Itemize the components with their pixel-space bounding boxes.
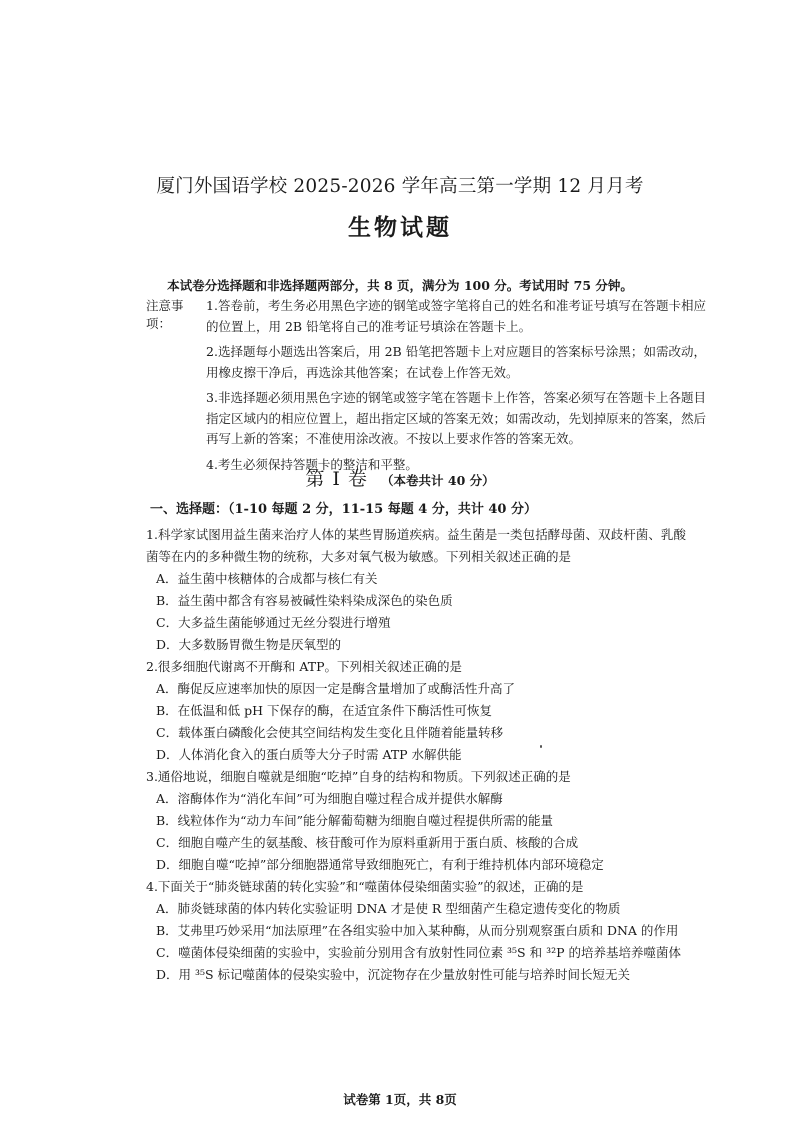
option-b: B．线粒体作为“动力车间”能分解葡萄糖为细胞自噬过程提供所需的能量 [156, 813, 553, 828]
scan-speck [540, 745, 542, 748]
exam-intro: 本试卷分选择题和非选择题两部分，共 8 页，满分为 100 分。考试用时 75 分钟。 [167, 278, 633, 293]
question-4 [146, 876, 686, 986]
exam-title: 厦门外国语学校 2025-2026 学年高三第一学期 12 月月考 [156, 176, 644, 197]
option-b: B．益生菌中都含有容易被碱性染料染成深色的染色质 [156, 593, 453, 608]
part-title: 第 I 卷 [305, 468, 368, 490]
option-a: A．益生菌中核糖体的合成都与核仁有关 [156, 571, 378, 586]
question-stem: 1.科学家试图用益生菌来治疗人体的某些胃肠道疾病。益生菌是一类包括酵母菌、双歧杆菌、乳酸菌等在内的多种微生物的统称，大多对氧气极为敏感。下列相关叙述正确的是 [146, 527, 686, 564]
notes-label: 注意事项： [146, 298, 184, 331]
part-heading [0, 464, 800, 491]
question-3 [146, 766, 686, 876]
exam-subject: 生物试题 [348, 214, 452, 241]
option-c: C．噬菌体侵染细菌的实验中，实验前分别用含有放射性同位素 ³⁵S 和 ³²P 的培养基培养噬菌体 [156, 945, 681, 960]
option-b: B．艾弗里巧妙采用“加法原理”在各组实验中加入某种酶，从而分别观察蛋白质和 DNA 的作用 [156, 923, 679, 938]
note-item: 3.非选择题必须用黑色字迹的钢笔或签字笔在答题卡上作答，答案必须写在答题卡上各题目指定区域内的相应位置上，超出指定区域的答案无效；如需改动，先划掉原来的答案，然后再写上新的答案；不准使用涂改液。不按以上要求作答的答案无效。 [206, 390, 707, 446]
question-2 [146, 656, 686, 766]
option-c: C．大多益生菌能够通过无丝分裂进行增殖 [156, 615, 391, 630]
question-stem: 2.很多细胞代谢离不开酶和 ATP。下列相关叙述正确的是 [146, 659, 462, 674]
option-b: B．在低温和低 pH 下保存的酶，在适宜条件下酶活性可恢复 [156, 703, 493, 718]
question-stem: 4.下面关于“肺炎链球菌的转化实验”和“噬菌体侵染细菌实验”的叙述，正确的是 [146, 879, 584, 894]
option-d: D．人体消化食入的蛋白质等大分子时需 ATP 水解供能 [156, 747, 462, 762]
option-c: C．载体蛋白磷酸化会使其空间结构发生变化且伴随着能量转移 [156, 725, 504, 740]
note-item: 4.考生必须保持答题卡的整洁和平整。 [206, 456, 418, 472]
note-item: 2.选择题每小题选出答案后，用 2B 铅笔把答题卡上对应题目的答案标号涂黑；如需改动，用橡皮擦干净后，再选涂其他答案；在试卷上作答无效。 [206, 344, 706, 380]
question-1 [146, 524, 686, 656]
question-list [146, 524, 686, 986]
section-heading: 一、选择题：（1-10 每题 2 分，11-15 每题 4 分，共计 40 分） [150, 502, 537, 517]
note-item: 1.答卷前，考生务必用黑色字迹的钢笔或签字笔将自己的姓名和准考证号填写在答题卡相应的位置上，用 2B 铅笔将自己的准考证号填涂在答题卡上。 [206, 298, 706, 334]
option-d: D．用 ³⁵S 标记噬菌体的侵染实验中，沉淀物存在少量放射性可能与培养时间长短无关 [156, 967, 631, 982]
option-a: A．溶酶体作为“消化车间”可为细胞自噬过程合成并提供水解酶 [156, 791, 503, 806]
option-c: C．细胞自噬产生的氨基酸、核苷酸可作为原料重新用于蛋白质、核酸的合成 [156, 835, 579, 850]
notes-block [146, 296, 706, 475]
option-d: D．大多数肠胃微生物是厌氧型的 [156, 637, 342, 652]
option-a: A．肺炎链球菌的体内转化实验证明 DNA 才是使 R 型细菌产生稳定遗传变化的物质 [156, 901, 621, 916]
question-stem: 3.通俗地说，细胞自噬就是细胞“吃掉”自身的结构和物质。下列叙述正确的是 [146, 769, 571, 784]
page-footer: 试卷第 1页，共 8页 [343, 1092, 457, 1107]
option-a: A．酶促反应速率加快的原因一定是酶含量增加了或酶活性升高了 [156, 681, 516, 696]
option-d: D．细胞自噬“吃掉”部分细胞器通常导致细胞死亡，有利于维持机体内部环境稳定 [156, 857, 604, 872]
part-note: （本卷共计 40 分） [381, 473, 495, 488]
